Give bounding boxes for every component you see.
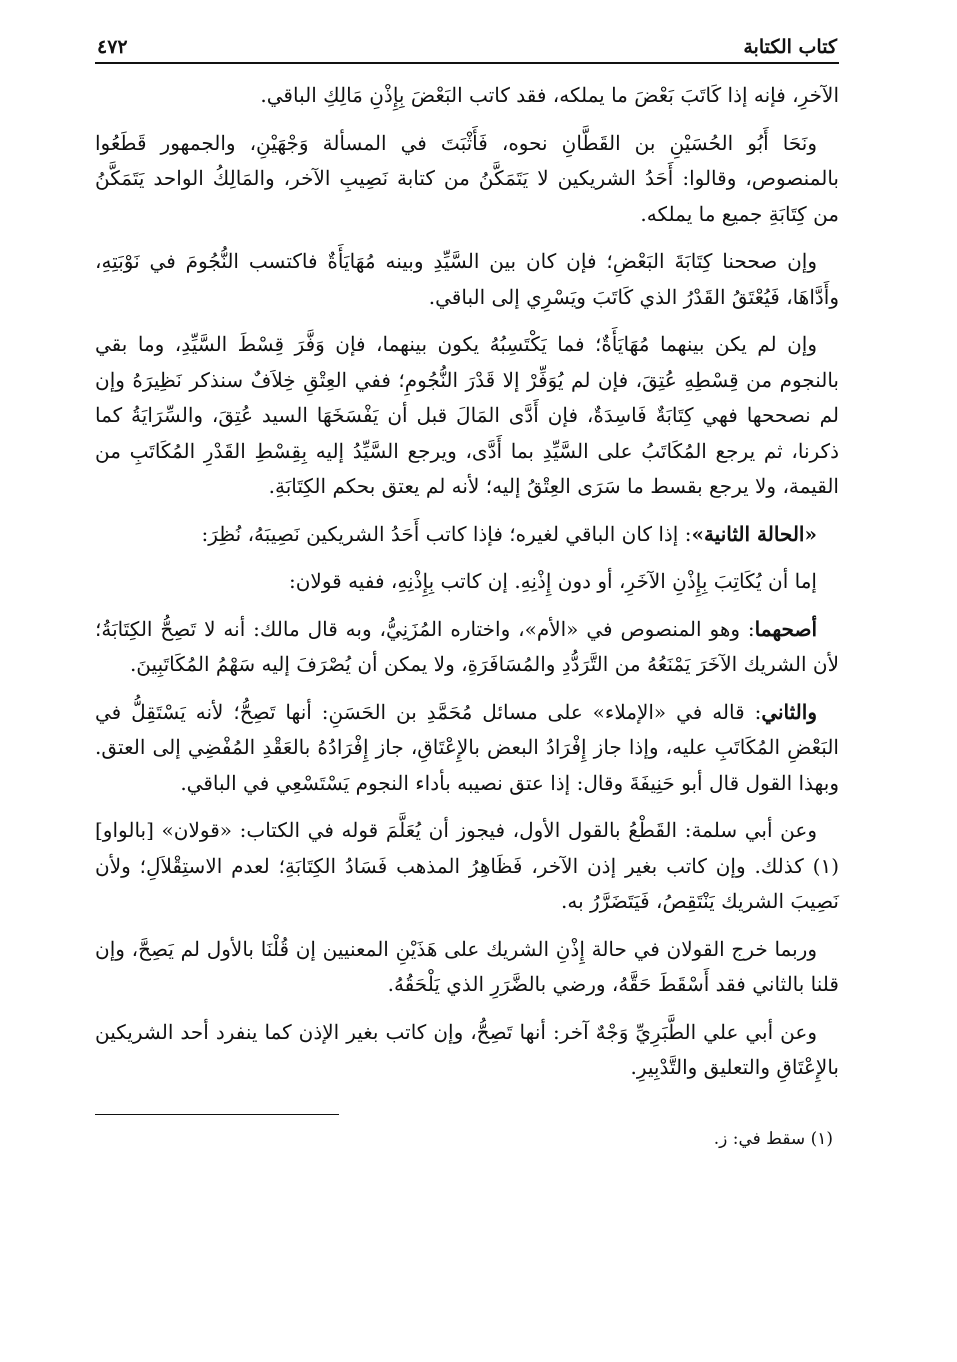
- body-text: [95, 78, 839, 1086]
- first-opinion-text: : وهو المنصوص في «الأم»، واختاره المُزَنِيُّ، وبه قال مالك: أنه لا تَصِحُّ الكِتَابَةُ؛ لأن الشريك الآخَرَ يَمْنَعُهُ من التَّرَدُّدِ والمُسَافَرَةِ، ولا يمكن أن يُصْرَفَ إليه سَهْمُ المُكَاتَبِينَ.: [95, 616, 839, 676]
- case-two-label: «الحالة الثانية»: [691, 521, 817, 546]
- page: [95, 22, 839, 1149]
- paragraph: وعن أبي علي الطَّبَرِيِّ وَجْهٌ آخر: أنها تَصِحُّ، وإن كاتب بغير الإذن كما ينفرد أحد الشريكين بالإِعْتَاقِ والتعليق والتَّدْبِيرِ.: [95, 1019, 839, 1079]
- case-two-text: : إذا كان الباقي لغيره؛ فإذا كاتب أَحَدُ الشريكين نَصِيبَهُ، نُظِرَ:: [201, 521, 692, 546]
- second-opinion-paragraph: [95, 695, 839, 802]
- footnote-divider: [95, 1114, 339, 1115]
- second-opinion-text: : قاله في «الإملاء» على مسائل مُحَمَّدِ بن الحَسَنِ: أنها تَصِحُّ؛ لأنه يَسْتَقِلُّ في البَعْضِ المُكَاتَبِ عليه، وإذا جاز إِفْرَادُ البعض بالإِعْتَاقِ، جاز إِفْرَادُهُ بالعَقْدِ المُفْضِي إلى العتق. وبهذا القول قال أبو حَنِيفَةَ وقال: إذا عتق نصيبه بأداء النجوم يَسْتَسْعِي في الباقي.: [95, 699, 839, 795]
- page-number: ٤٧٢: [97, 36, 128, 58]
- running-header: [95, 22, 839, 64]
- paragraph: وإن لم يكن بينهما مُهَايَأَةٌ؛ فما يَكْتَسِبُهُ يكون بينهما، فإن وَفَّرَ قِسْطَ السَّيِّدِ، وما بقي بالنجوم من قِسْطِهِ عُتِقَ، فإن لم يُوَفِّرْ إلا قَدْرَ النُّجُومِ؛ ففي العِتْقِ خِلاَفٌ سنذكر نَظِيرَهُ وإن لم نصححها فهي كِتَابَةٌ فَاسِدَةٌ، فإن أَدَّى المَالَ قبل أن يَفْسَخَهَا السيد عُتِقَ، والسِّرَايَةُ كما ذكرنا، ثم يرجع المُكَاتَبُ على السَّيِّدِ بما أَدَّى، ويرجع السَّيِّدُ إليه بِقِسْطِ القَدْرِ المُكَاتَبِ من القيمة، ولا يرجع بقسط ما سَرَى العِتْقُ إليه؛ لأنه لم يعتق بحكم الكِتَابَةِ.: [95, 332, 839, 498]
- either-line: إما أن يُكَاتِبَ بِإِذْنِ الآخَرِ، أو دون إِذْنِهِ. إن كاتب بِإِذْنِهِ، ففيه قولان:: [289, 569, 817, 593]
- paragraph: وإن صححنا كِتَابَةَ البَعْضِ؛ فإن كان بين السَّيِّدِ وبينه مُهَايَأَةٌ فاكتسب النُّجُومَ في نَوْبَتِهِ، وأَدَّاهَا، فَيُعْتَقُ القَدْرُ الذي كَاتَبَ ويَسْرِي إلى الباقي.: [95, 249, 839, 309]
- first-opinion-paragraph: [95, 612, 839, 683]
- case-two-paragraph: [95, 517, 839, 553]
- footnote: [95, 1129, 839, 1149]
- paragraph: وربما خرج القولان في حالة إِذْنِ الشريك على هَذَيْنِ المعنيين إن قُلْنَا بالأول لم يَصِحَّ، وإن قلنا بالثاني فقد أَسْقَطَ حَقَّهُ، ورضي بالضَّرَرِ الذي يَلْحَقُهُ.: [95, 936, 839, 996]
- footnote-number: (١): [810, 1128, 833, 1149]
- first-opinion-label: أصحهما: [754, 616, 817, 641]
- footnote-text: سقط في: ز.: [713, 1128, 806, 1149]
- paragraph: الآخرِ، فإنه إذا كَاتَبَ بَعْضَ ما يملكه، فقد كاتب البَعْضَ بِإِذْنِ مَالِكِ الباقي.: [260, 83, 839, 107]
- paragraph: ونَحَا أَبُو الحُسَيْنِ بن القَطَّانِ نحوه، فَأَثْبَتَ في المسألة وَجْهَيْنِ، والجمهور قَطَعُوا بالمنصوص، وقالوا: أَحَدُ الشريكين لا يَتَمَكَّنُ من كتابة نَصِيبِ الآخر، والمَالِكُ الواحد يَتَمَكَّنُ من كِتَابَةِ جميع ما يملكه.: [95, 130, 839, 226]
- second-opinion-label: والثاني: [761, 699, 817, 724]
- paragraph: وعن أبي سلمة: القَطْعُ بالقول الأول، فيجوز أن يُعَلَّمَ قوله في الكتاب: «قولان» [بالواو](١) كذلك. وإن كاتب بغير إذن الآخر، فَظَاهِرُ المذهب فَسَادُ الكِتَابَةِ؛ لعدم الاستِقْلاَلِ؛ ولأن نَصِيبَ الشريك يَنْتَقِصُ، فَيَتَضَرَّرُ به.: [95, 818, 839, 913]
- book-title: كتاب الكتابة: [743, 36, 837, 58]
